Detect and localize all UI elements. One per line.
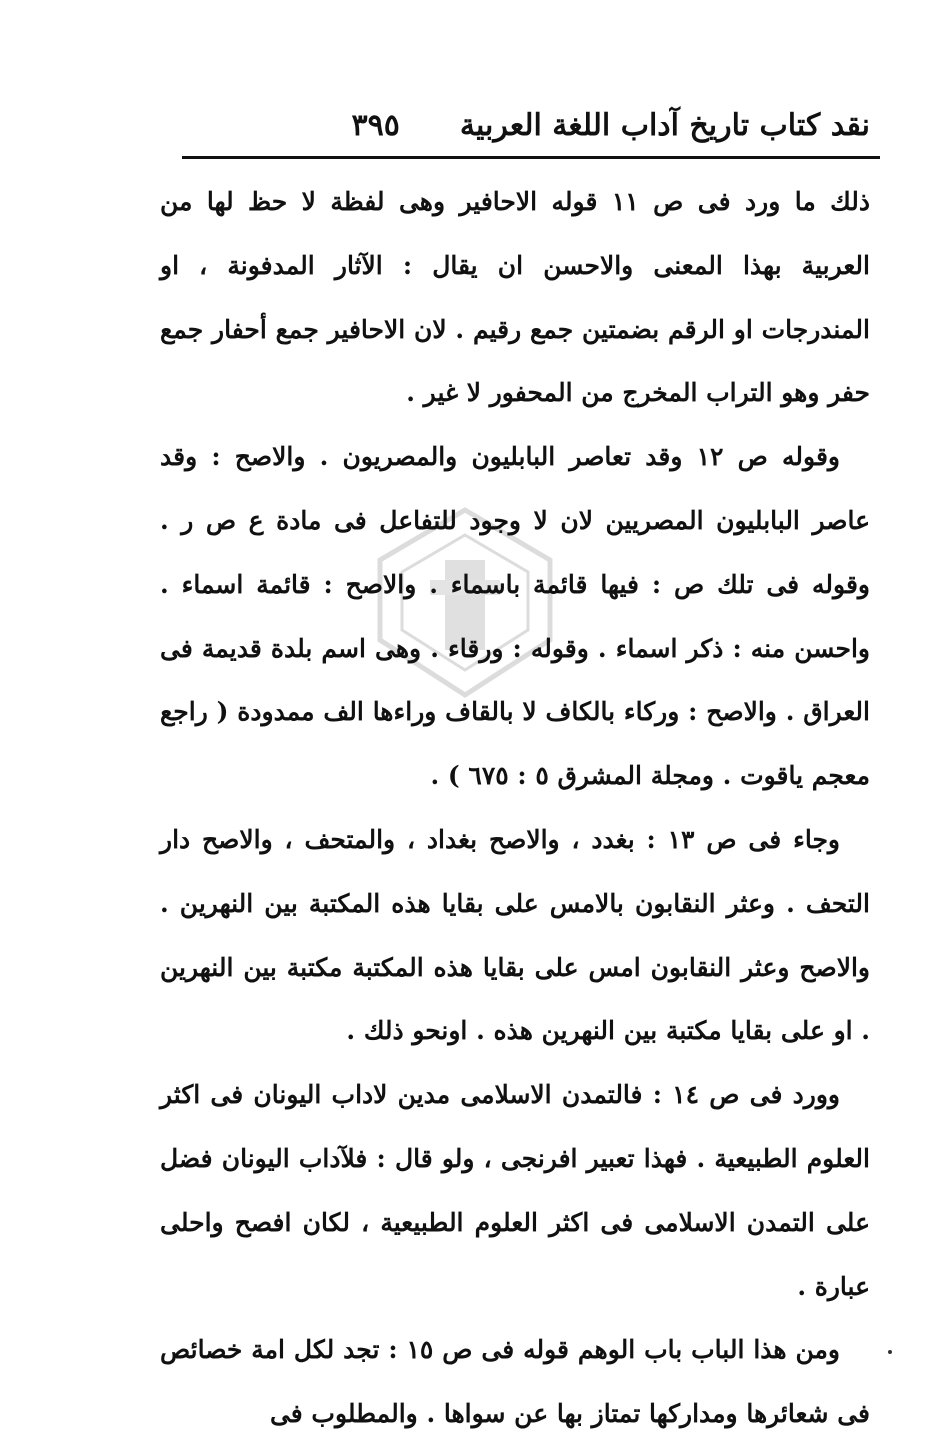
paragraph-3: وجاء فى ص ١٣ : بغدد ، والاصح بغداد ، والمتحف ، والاصح دار التحف . وعثر النقابون بالامس على بقايا هذه المكتبة بين النهرين . والاصح وعثر النقابون امس على بقايا هذه المكتبة مكتبة بين النهرين . او على بقايا مكتبة بين النهرين هذه . اونحو ذلك . (160, 824, 870, 1046)
running-title: نقد كتاب تاريخ آداب اللغة العربية (459, 107, 870, 143)
paragraph-5: ومن هذا الباب باب الوهم قوله فى ص ١٥ : تجد لكل امة خصائص فى شعائرها ومداركها تمتاز بها عن سواها . والمطلوب فى (160, 1335, 870, 1429)
margin-mark (888, 1350, 892, 1354)
paragraph-2: وقوله ص ١٢ وقد تعاصر البابليون والمصريون . والاصح : وقد عاصر البابليون المصريين لان لا وجود للتفاعل فى مادة ع ص ر . وقوله فى تلك ص : فيها قائمة باسماء . والاصح : قائمة اسماء . واحسن منه : ذكر اسماء . وقوله : ورقاء . وهى اسم بلدة قديمة فى العراق . والاصح : وركاء بالكاف لا بالقاف وراءها الف ممدودة ( راجع معجم ياقوت . ومجلة المشرق ٥ : ٦٧٥ ) . (160, 442, 870, 791)
header-rule (182, 156, 880, 159)
paragraph-1: ذلك ما ورد فى ص ١١ قوله الاحافير وهى لفظة لا حظ لها من العربية بهذا المعنى والاحسن ان يقال : الآثار المدفونة ، او المندرجات او الرقم بضمتين جمع رقيم . لان الاحافير جمع أحفار جمع حفر وهو التراب المخرج من المحفور لا غير . (160, 187, 870, 408)
running-header (190, 100, 870, 150)
page-number: ٣٩٥ (351, 107, 400, 143)
body-text (160, 170, 870, 1446)
paragraph-4: وورد فى ص ١٤ : فالتمدن الاسلامى مدين لاداب اليونان فى اكثر العلوم الطبيعية . فهذا تعبير افرنجى ، ولو قال : فلآداب اليونان فضل على التمدن الاسلامى فى اكثر العلوم الطبيعية ، لكان افصح واحلى عبارة . (160, 1080, 870, 1301)
